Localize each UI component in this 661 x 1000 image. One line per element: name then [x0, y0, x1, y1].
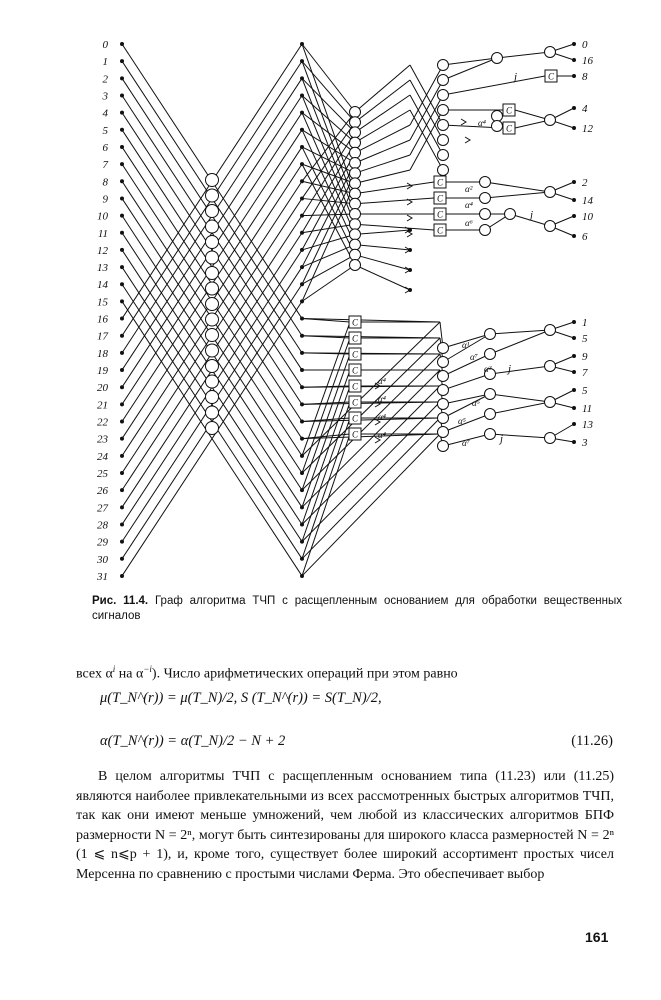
output-dot — [572, 180, 576, 184]
output-label: 7 — [582, 367, 588, 379]
output-dot — [572, 336, 576, 340]
twiddle-label: α⁷ — [470, 352, 478, 362]
input-dot — [120, 488, 124, 492]
graph-edge — [355, 245, 410, 250]
stage1-output-dot — [300, 282, 304, 286]
butterfly-node — [480, 177, 491, 188]
output-label: 6 — [582, 231, 588, 243]
input-label: 0 — [102, 39, 108, 51]
input-dot — [120, 162, 124, 166]
stage1-output-dot — [300, 196, 304, 200]
stage2-bottom-edge — [302, 386, 440, 387]
stage2-bottom-edge — [302, 354, 440, 490]
butterfly-node — [545, 187, 556, 198]
input-dot — [120, 111, 124, 115]
stage1-output-dot — [300, 59, 304, 63]
stage3-node — [438, 120, 449, 131]
input-dot — [120, 42, 124, 46]
graph-edge — [490, 434, 550, 438]
twiddle-label: α⁴ — [378, 430, 386, 440]
stage1-output-dot — [300, 437, 304, 441]
multiplier-label: C — [351, 381, 359, 392]
stage1-output-dot — [300, 420, 304, 424]
butterfly-node — [485, 429, 496, 440]
multiplier-label: C — [351, 333, 359, 344]
figure-caption-text: Граф алгоритма ТЧП с расщепленным основанием для обработки вещественных сигналов — [92, 595, 622, 622]
stage1-node — [206, 313, 219, 326]
stage2-out-edge — [355, 170, 410, 183]
stage1-output-dot — [300, 76, 304, 80]
stage3-node — [438, 75, 449, 86]
butterfly-node — [545, 115, 556, 126]
stage1-node — [206, 189, 219, 202]
multiplier-label: C — [351, 429, 359, 440]
input-label: 7 — [102, 159, 108, 172]
input-dot — [120, 196, 124, 200]
output-dot — [572, 106, 576, 110]
butterfly-node — [545, 433, 556, 444]
arrow-icon — [405, 287, 410, 293]
input-label: 8 — [102, 176, 108, 189]
input-dot — [120, 76, 124, 80]
stage3-node — [438, 385, 449, 396]
multiplier-label: C — [436, 225, 444, 236]
stage1-node — [206, 298, 219, 311]
butterfly-node — [480, 193, 491, 204]
butterfly-node — [485, 389, 496, 400]
stage2-node — [350, 158, 361, 169]
output-dot — [572, 440, 576, 444]
twiddle-label: α⁴ — [378, 412, 386, 422]
output-label: 5 — [582, 385, 588, 397]
stage2-node — [350, 219, 361, 230]
input-dot — [120, 402, 124, 406]
stage1-node — [206, 360, 219, 373]
stage1-output-dot — [300, 488, 304, 492]
input-label: 24 — [97, 450, 108, 463]
input-dot — [120, 471, 124, 475]
graph-edge — [355, 198, 434, 204]
stage1-node — [206, 375, 219, 388]
stage2-bottom-edge — [302, 322, 440, 456]
stage2-node — [350, 137, 361, 148]
butterfly-node — [492, 53, 503, 64]
output-label: 13 — [582, 419, 593, 431]
output-dot — [572, 422, 576, 426]
graph-edge — [490, 394, 550, 402]
stage1-output-dot — [300, 93, 304, 97]
arrow-icon — [407, 215, 412, 221]
graph-edge — [485, 192, 550, 198]
input-label: 20 — [97, 382, 108, 395]
graph-edge — [355, 230, 410, 234]
stage1-node — [206, 391, 219, 404]
stage1-node — [206, 205, 219, 218]
output-dot — [572, 214, 576, 218]
input-label: 12 — [97, 244, 108, 257]
input-dot — [120, 93, 124, 97]
twiddle-label: α⁵ — [458, 416, 466, 426]
stage3-node — [438, 135, 449, 146]
input-dot — [120, 351, 124, 355]
input-label: 22 — [97, 416, 108, 429]
output-label: 8 — [582, 71, 588, 83]
butterfly-node — [485, 349, 496, 360]
stage2-edge — [302, 78, 355, 132]
stage2-edge — [302, 61, 355, 122]
graph-edge — [443, 414, 490, 432]
input-dot — [120, 437, 124, 441]
output-label: 0 — [582, 39, 588, 51]
input-label: 30 — [97, 553, 108, 566]
stage3-node — [438, 399, 449, 410]
stage1-node — [206, 329, 219, 342]
figure-number: Рис. 11.4. — [92, 595, 149, 607]
stage3-node — [438, 60, 449, 71]
figure-caption — [92, 594, 622, 624]
input-label: 10 — [97, 210, 108, 223]
input-label: 31 — [97, 570, 108, 583]
twiddle-label: α² — [465, 184, 473, 194]
arrow-icon — [405, 267, 410, 273]
input-label: 18 — [97, 347, 108, 360]
input-label: 29 — [97, 536, 108, 549]
formula-mu-s: μ(T_N^(r)) = μ(T_N)/2, S (T_N^(r)) = S(T_N)/2, — [100, 690, 382, 706]
input-label: 15 — [97, 296, 108, 309]
twiddle-label: α⁶ — [465, 218, 473, 228]
input-dot — [120, 145, 124, 149]
graph-edge — [443, 374, 490, 390]
lead-line: всех $\alpha^i$ на $\alpha^{-i}$). Число арифметических операций при этом равно — [76, 664, 458, 682]
output-dot — [572, 198, 576, 202]
input-dot — [120, 179, 124, 183]
stage3-node — [438, 441, 449, 452]
output-dot — [572, 354, 576, 358]
stage1-output-dot — [300, 42, 304, 46]
stage1-node — [206, 344, 219, 357]
output-label: 9 — [582, 351, 588, 363]
formula-alpha: α(T_N^(r)) = α(T_N)/2 − N + 2 — [100, 733, 286, 749]
stage3-node — [438, 371, 449, 382]
stage2-out-edge — [355, 155, 410, 173]
input-dot — [120, 522, 124, 526]
input-dot — [120, 317, 124, 321]
stage1-output-dot — [300, 128, 304, 132]
multiplier-label: C — [351, 413, 359, 424]
stage1-output-dot — [300, 265, 304, 269]
twiddle-label: α¹ — [462, 340, 470, 350]
output-dot — [572, 406, 576, 410]
input-dot — [120, 128, 124, 132]
butterfly-node — [545, 47, 556, 58]
output-dot — [572, 234, 576, 238]
arrow-icon — [461, 119, 466, 125]
stage2-bottom-edge — [302, 338, 440, 473]
stage1-output-dot — [300, 248, 304, 252]
stage2-bottom-edge — [302, 402, 440, 542]
input-label: 17 — [97, 330, 108, 343]
output-dot — [572, 370, 576, 374]
input-label: 5 — [102, 124, 108, 137]
stage1-output-dot — [300, 111, 304, 115]
stage1-output-dot — [300, 505, 304, 509]
multiplier-label: C — [351, 365, 359, 376]
input-dot — [120, 265, 124, 269]
output-label: 14 — [582, 195, 593, 207]
stage2-edge — [302, 44, 355, 112]
stage1-output-dot — [300, 522, 304, 526]
graph-edge — [355, 265, 410, 290]
output-label: 2 — [582, 177, 588, 189]
stage1-output-dot — [300, 334, 304, 338]
input-label: 13 — [97, 262, 108, 275]
graph-edge — [490, 366, 550, 374]
stage2-node — [350, 117, 361, 128]
stage1-output-dot — [300, 540, 304, 544]
input-dot — [120, 454, 124, 458]
graph-edge — [302, 322, 350, 456]
input-label: 14 — [97, 279, 108, 292]
graph-edge — [443, 394, 490, 404]
output-label: 11 — [582, 403, 593, 415]
input-label: 25 — [97, 468, 108, 480]
input-dot — [120, 385, 124, 389]
output-dot — [572, 74, 576, 78]
butterfly-node — [492, 111, 503, 122]
stage1-output-dot — [300, 385, 304, 389]
graph-edge — [355, 182, 434, 194]
stage2-edge — [302, 61, 355, 204]
input-label: 27 — [97, 502, 108, 515]
stage2-out-edge — [355, 140, 410, 163]
stage2-node — [350, 178, 361, 189]
butterfly-node — [545, 361, 556, 372]
output-label: 1 — [582, 317, 588, 329]
stage1-node — [206, 282, 219, 295]
stage1-output-dot — [300, 231, 304, 235]
stage3-node — [438, 105, 449, 116]
stage2-node — [350, 147, 361, 158]
input-label: 21 — [97, 399, 108, 412]
twiddle-label: α³ — [484, 364, 492, 374]
graph-edge — [443, 76, 545, 95]
multiplier-label: C — [436, 177, 444, 188]
stage2-node — [350, 209, 361, 220]
j-label: j — [508, 363, 512, 375]
stage1-output-dot — [300, 317, 304, 321]
stage2-node — [350, 198, 361, 209]
output-label: 10 — [582, 211, 593, 223]
body-paragraph: В целом алгоритмы ТЧП с расщепленным основанием типа (11.23) или (11.25) являются наиболее привлекательными из всех рассмотренных быстрых алгоритмов ТЧП, так как они имеют меньше умножений, чем любой из классических алгоритмов БПФ размерности N = 2ⁿ, могут быть синтезированы для широкого класса размерностей N = 2ⁿ (1 ⩽ n⩽p + 1), и, кроме того, существует более широкий ассортимент простых чисел Мерсенна по сравнению с простыми числами Ферма. Это обеспечивает выбор — [76, 769, 614, 882]
input-dot — [120, 214, 124, 218]
multiplier-label: C — [547, 71, 555, 82]
multiplier-label: C — [436, 209, 444, 220]
stage1-output-dot — [300, 214, 304, 218]
graph-edge — [355, 255, 410, 270]
graph-edge — [490, 402, 550, 414]
stage1-output-dot — [300, 368, 304, 372]
input-label: 2 — [102, 73, 108, 86]
graph-edge — [485, 182, 550, 192]
stage1-output-dot — [300, 574, 304, 578]
input-dot — [120, 557, 124, 561]
input-label: 1 — [102, 56, 108, 69]
stage2-node — [350, 239, 361, 250]
stage3-node — [438, 150, 449, 161]
stage1-output-dot — [300, 162, 304, 166]
j-label: j — [514, 71, 518, 83]
twiddle-label: α⁴ — [378, 394, 386, 404]
stage3-node — [438, 413, 449, 424]
stage2-node — [350, 107, 361, 118]
input-label: 4 — [102, 107, 108, 120]
input-dot — [120, 420, 124, 424]
arrow-icon — [465, 137, 470, 143]
stage3-node — [438, 165, 449, 176]
stage1-node — [206, 236, 219, 249]
input-label: 16 — [97, 313, 108, 326]
stage1-node — [206, 422, 219, 435]
stage1-output-dot — [300, 402, 304, 406]
stage1-output-dot — [300, 557, 304, 561]
input-label: 28 — [97, 519, 108, 532]
stage2-edge — [302, 95, 355, 224]
input-label: 9 — [102, 193, 108, 206]
stage3-node — [438, 427, 449, 438]
input-label: 26 — [97, 485, 108, 498]
stage2-out-edge — [355, 125, 410, 153]
input-dot — [120, 248, 124, 252]
stage2-node — [350, 127, 361, 138]
input-dot — [120, 334, 124, 338]
multiplier-label: C — [351, 349, 359, 360]
butterfly-node — [545, 221, 556, 232]
multiplier-label: C — [351, 397, 359, 408]
input-dot — [120, 59, 124, 63]
input-dot — [120, 231, 124, 235]
twiddle-label: α⁵ — [472, 398, 480, 408]
input-dot — [120, 299, 124, 303]
butterfly-node — [545, 325, 556, 336]
twiddle-label: α⁴ — [465, 200, 473, 210]
input-dot — [120, 540, 124, 544]
stage1-output-dot — [300, 179, 304, 183]
graph-edge — [355, 224, 434, 230]
output-label: 5 — [582, 333, 588, 345]
output-label: 4 — [582, 103, 588, 115]
twiddle-label: α⁴ — [478, 118, 486, 128]
butterfly-node — [545, 397, 556, 408]
output-dot — [572, 388, 576, 392]
output-label: 3 — [582, 437, 588, 449]
stage3-node — [438, 343, 449, 354]
stage2-node — [350, 188, 361, 199]
input-label: 11 — [97, 227, 108, 240]
butterfly-node — [480, 209, 491, 220]
stage1-output-dot — [300, 454, 304, 458]
stage1-output-dot — [300, 299, 304, 303]
output-label: 12 — [582, 123, 593, 135]
butterfly-node — [485, 329, 496, 340]
stage1-node — [206, 251, 219, 264]
graph-nodes — [120, 42, 576, 578]
multiplier-label: C — [436, 193, 444, 204]
input-label: 19 — [97, 365, 108, 378]
output-dot — [572, 126, 576, 130]
stage3-node — [438, 90, 449, 101]
graph-edge — [443, 394, 490, 418]
multiplier-label: C — [351, 317, 359, 328]
stage1-node — [206, 174, 219, 187]
output-label: 16 — [582, 55, 593, 67]
butterfly-node — [505, 209, 516, 220]
stage3-node — [438, 357, 449, 368]
graph-edge — [497, 52, 550, 58]
stage2-node — [350, 260, 361, 271]
multiplier-label: C — [505, 123, 513, 134]
input-dot — [120, 574, 124, 578]
page-number: 161 — [585, 929, 609, 945]
j-label: j — [500, 433, 504, 445]
butterfly-node — [492, 121, 503, 132]
stage1-node — [206, 267, 219, 280]
output-dot — [572, 320, 576, 324]
input-dot — [120, 505, 124, 509]
butterfly-node — [480, 225, 491, 236]
stage1-output-dot — [300, 145, 304, 149]
stage1-output-dot — [300, 351, 304, 355]
input-dot — [120, 282, 124, 286]
stage2-node — [350, 249, 361, 260]
j-label: j — [530, 209, 534, 221]
multiplier-label: C — [505, 105, 513, 116]
input-label: 23 — [97, 433, 108, 446]
butterfly-node — [485, 409, 496, 420]
stage2-out-edge — [355, 65, 410, 112]
stage2-node — [350, 168, 361, 179]
stage1-node — [206, 220, 219, 233]
stage2-edge — [302, 255, 355, 284]
twiddle-label: α⁴ — [378, 376, 386, 386]
stage2-node — [350, 229, 361, 240]
twiddle-label: α⁷ — [462, 438, 470, 448]
output-dot — [572, 58, 576, 62]
stage1-output-dot — [300, 471, 304, 475]
input-dot — [120, 368, 124, 372]
input-label: 6 — [102, 141, 108, 154]
stage1-node — [206, 406, 219, 419]
equation-number: (11.26) — [571, 733, 613, 749]
output-dot — [572, 42, 576, 46]
input-label: 3 — [102, 90, 108, 103]
